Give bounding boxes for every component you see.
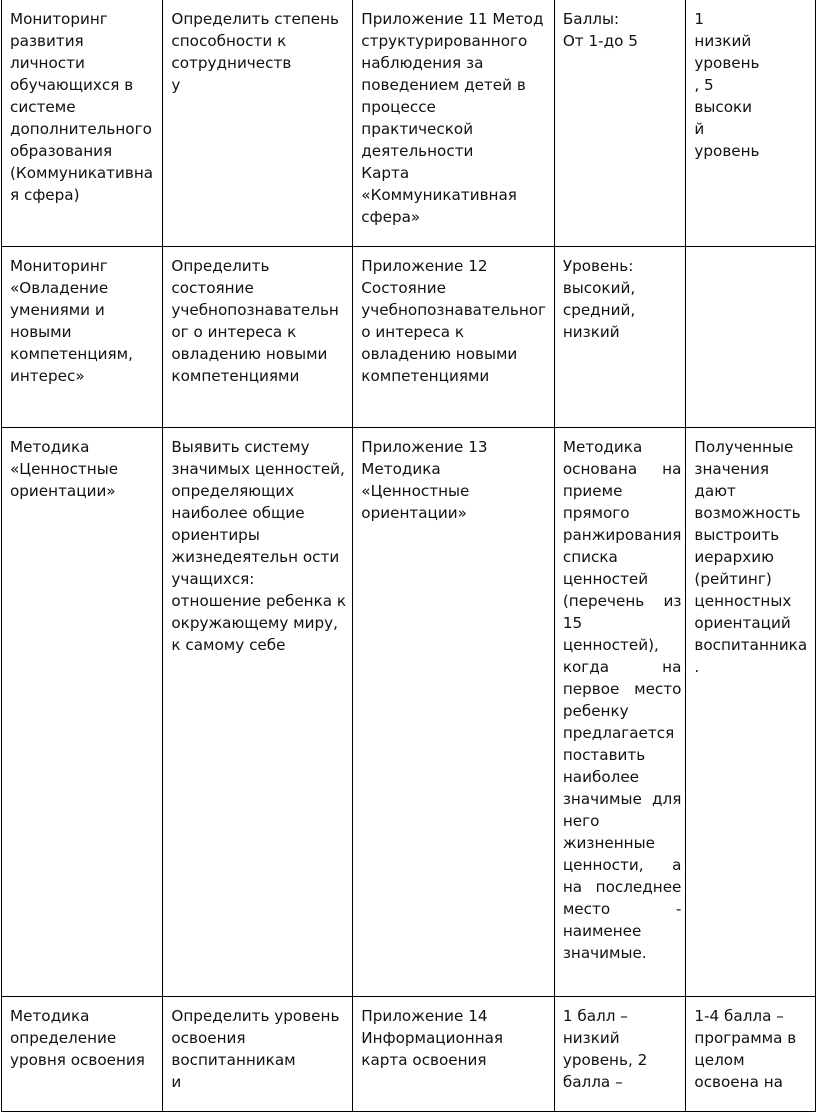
table-cell bbox=[353, 0, 555, 247]
table-cell bbox=[163, 428, 353, 997]
table-cell bbox=[686, 0, 816, 247]
cell-text: Полученные значения дают возможность выстроить иерархию (рейтинг) ценностных ориентаций воспитанника . bbox=[694, 438, 808, 676]
cell-text: Мониторинг развития личности обучающихся в системе дополнительного образования (Коммуникативна я сфера) bbox=[10, 10, 154, 204]
cell-text: 1 балл – низкий уровень, 2 балла – bbox=[562, 1007, 648, 1091]
cell-text: Приложение 12 Состояние учебнопознавательног о интереса к овладению новыми компетенциями bbox=[361, 257, 547, 385]
table-cell bbox=[554, 247, 686, 428]
table-cell bbox=[2, 428, 163, 997]
cell-text: Мониторинг «Овладение умениями и новыми компетенциям, интерес» bbox=[10, 257, 133, 385]
table-cell bbox=[163, 0, 353, 247]
cell-text: Методика основана на приеме прямого ранжирования списка ценностей (перечень из 15 ценностей), когда на первое место ребенку предлагается поставить наиболее значимые для него жизненные ценности, а на последнее место - наименее значимые. bbox=[562, 438, 682, 962]
table-cell bbox=[686, 428, 816, 997]
cell-text: Выявить систему значимых ценностей, определяющих наиболее общие ориентиры жизнедеятельн ости учащихся: отношение ребенка к окружающему миру, к самому себе bbox=[171, 438, 347, 654]
table-row bbox=[2, 428, 816, 997]
table-cell bbox=[163, 997, 353, 1112]
table-cell bbox=[686, 247, 816, 428]
cell-text: Приложение 11 Метод структурированного наблюдения за поведением детей в процессе практической деятельности Карта «Коммуникативная сфера» bbox=[361, 10, 544, 226]
cell-text: 1 низкий уровень , 5 высоки й уровень bbox=[694, 10, 760, 160]
table-cell bbox=[353, 247, 555, 428]
table-cell bbox=[2, 247, 163, 428]
table-cell bbox=[163, 247, 353, 428]
table-cell bbox=[2, 997, 163, 1112]
cell-text: Определить состояние учебнопознавательн ог о интереса к овладению новыми компетенциями bbox=[171, 257, 339, 385]
table-row bbox=[2, 0, 816, 247]
table-cell bbox=[353, 997, 555, 1112]
table-cell bbox=[554, 0, 686, 247]
cell-text: Приложение 13 Методика «Ценностные ориентации» bbox=[361, 438, 488, 522]
document-table bbox=[1, 0, 816, 1112]
table-cell bbox=[554, 997, 686, 1112]
cell-text: Уровень: высокий, средний, низкий bbox=[562, 257, 636, 341]
table-row bbox=[2, 997, 816, 1112]
table-cell bbox=[686, 997, 816, 1112]
cell-text: Определить степень способности к сотрудничеств у bbox=[171, 10, 340, 94]
cell-text: Приложение 14 Информационная карта освоения bbox=[361, 1007, 504, 1069]
cell-text: 1-4 балла – программа в целом освоена на bbox=[694, 1007, 797, 1091]
table-cell bbox=[2, 0, 163, 247]
table-cell bbox=[554, 428, 686, 997]
table-row bbox=[2, 247, 816, 428]
cell-text: Определить уровень освоения воспитанникам и bbox=[171, 1007, 340, 1091]
cell-text: Баллы: От 1-до 5 bbox=[562, 10, 638, 50]
cell-text: Методика определение уровня освоения bbox=[10, 1007, 145, 1069]
table-cell bbox=[353, 428, 555, 997]
cell-text: Методика «Ценностные ориентации» bbox=[10, 438, 119, 500]
